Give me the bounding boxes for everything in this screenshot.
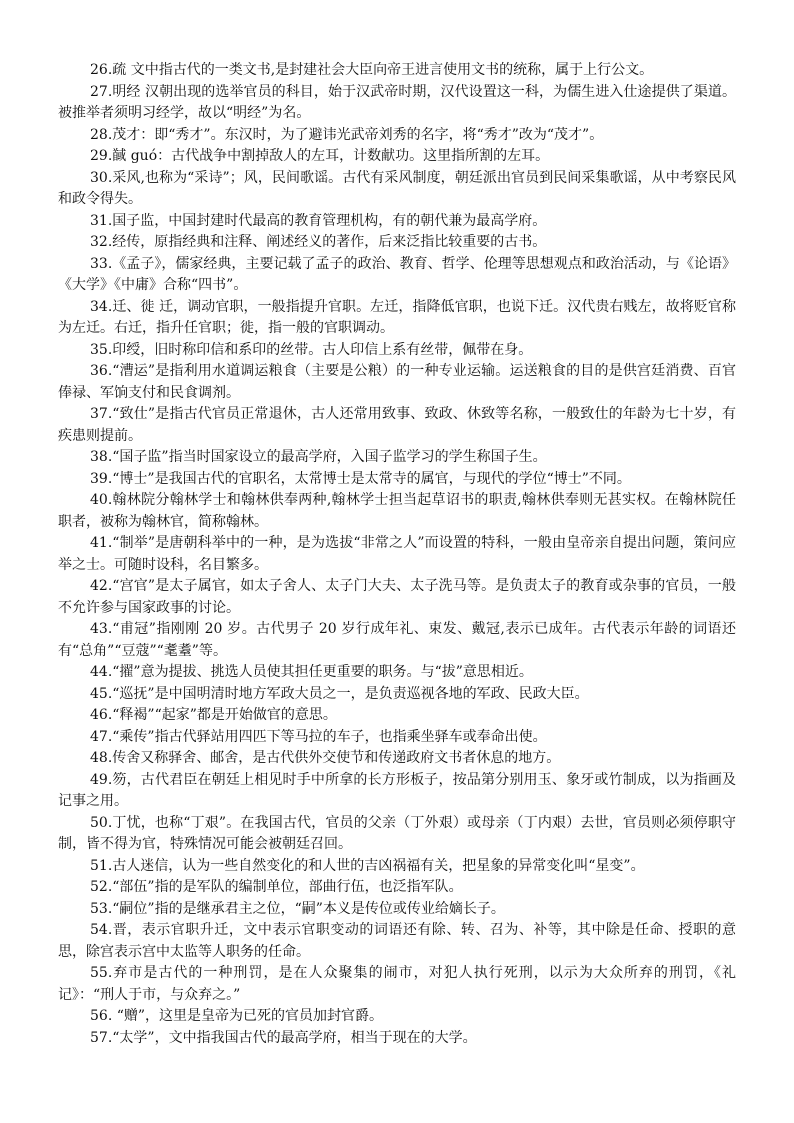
entry-55: 55.弃市是古代的一种刑罚，是在人众聚集的闹市，对犯人执行死刑，以示为大众所弃的刑罚，《礼记》：“刑人于市，与众弃之。” [58, 965, 736, 1003]
entry-46: 46.“释褐”“起家”都是开始做官的意思。 [90, 707, 337, 723]
entry-52: 52.“部伍”指的是军队的编制单位，部曲行伍，也泛指军队。 [90, 879, 463, 895]
entry-47: 47.“乘传”指古代驿站用四匹下等马拉的车子，也指乘坐驿车或奉命出使。 [90, 728, 547, 745]
entry-51: 51.古人迷信，认为一些自然变化的和人世的吉凶祸福有关，把星象的异常变化叫“星变”。 [90, 857, 645, 874]
entry-30: 30.采风,也称为“采诗”；风，民间歌谣。古代有采风制度，朝廷派出官员到民间采集歌谣，从中考察民风和政令得失。 [58, 169, 736, 207]
entry-31: 31.国子监，中国封建时代最高的教育管理机构，有的朝代兼为最高学府。 [90, 212, 547, 229]
entry-54: 54.晋，表示官职升迁，文中表示官职变动的词语还有除、转、召为、补等，其中除是任命、授职的意思，除宫表示宫中太监等人职务的任命。 [58, 922, 736, 960]
entry-56: 56. “赠”，这里是皇帝为已死的官员加封官爵。 [90, 1008, 384, 1024]
entry-41: 41.“制举”是唐朝科举中的一种，是为选拔“非常之人”而设置的特科，一般由皇帝亲自提出问题，策问应举之士。可随时设科，名目繁多。 [58, 535, 736, 573]
entry-26: 26.疏 文中指古代的一类文书,是封建社会大臣向帝王进言使用文书的统称，属于上行公文。 [90, 62, 654, 78]
entry-37: 37.“致仕”是指古代官员正常退休，古人还常用致事、致政、休致等名称，一般致仕的年龄为七十岁，有疾患则提前。 [58, 406, 736, 444]
entry-35: 35.印绶，旧时称印信和系印的丝带。古人印信上系有丝带，佩带在身。 [90, 341, 533, 358]
entry-42: 42.“宫官”是太子属官，如太子舍人、太子门大夫、太子洗马等。是负责太子的教育或杂事的官员，一般不允许参与国家政事的讨论。 [58, 578, 736, 616]
entry-34: 34.迁、徙 迁，调动官职，一般指提升官职。左迁，指降低官职，也说下迁。汉代贵右贱左，故将贬官称为左迁。右迁，指升任官职；徙，指一般的官职调动。 [58, 298, 736, 336]
entry-50: 50.丁忧，也称“丁艰”。在我国古代，官员的父亲（丁外艰）或母亲（丁内艰）去世，官员则必须停职守制，皆不得为官，特殊情况可能会被朝廷召回。 [58, 814, 736, 852]
entry-45: 45.“巡抚”是中国明清时地方军政大员之一，是负责巡视各地的军政、民政大臣。 [90, 685, 589, 702]
entry-43: 43.“甫冠”指刚刚 20 岁。古代男子 20 岁行成年礼、束发、戴冠,表示已成年。古代表示年龄的词语还有“总角”“豆蔻”“耄耋”等。 [58, 621, 736, 659]
entry-53: 53.“嗣位”指的是继承君主之位，“嗣”本义是传位或传业给嫡长子。 [90, 900, 505, 917]
entry-32: 32.经传，原指经典和注释、阐述经义的著作，后来泛指比较重要的古书。 [90, 234, 547, 250]
entry-49: 49.笏，古代君臣在朝廷上相见时手中所拿的长方形板子，按品第分别用玉、象牙或竹制成，以为指画及记事之用。 [58, 771, 736, 809]
entry-44: 44.“擢”意为提拔、挑选人员使其担任更重要的职务。与“拔”意思相近。 [90, 664, 533, 680]
entry-57: 57.“太学”，文中指我国古代的最高学府，相当于现在的大学。 [90, 1029, 477, 1046]
entry-27: 27.明经 汉朝出现的选举官员的科目，始于汉武帝时期，汉代设置这一科，为儒生进入仕途提供了渠道。被推举者须明习经学，故以“明经”为名。 [58, 83, 736, 121]
entry-48: 48.传舍又称驿舍、邮舍，是古代供外交使节和传递政府文书者休息的地方。 [90, 750, 561, 766]
entry-38: 38.“国子监”指当时国家设立的最高学府，入国子监学习的学生称国子生。 [90, 449, 547, 465]
entry-39: 39.“博士”是我国古代的官职名，太常博士是太常寺的属官，与现代的学位“博士”不同。 [90, 470, 631, 487]
entry-28: 28.茂才：即“秀才”。东汉时，为了避讳光武帝刘秀的名字，将“秀才”改为“茂才”。 [90, 126, 604, 143]
entry-33: 33.《孟子》，儒家经典，主要记载了孟子的政治、教育、哲学、伦理等思想观点和政治活动，与《论语》《大学》《中庸》合称“四书”。 [58, 255, 736, 293]
entry-40: 40.翰林院分翰林学士和翰林供奉两种,翰林学士担当起草诏书的职责,翰林供奉则无甚实权。在翰林院任职者，被称为翰林官，简称翰林。 [58, 492, 736, 530]
entry-36: 36.“漕运”是指利用水道调运粮食（主要是公粮）的一种专业运输。运送粮食的目的是供宫廷消费、百官俸禄、军饷支付和民食调剂。 [58, 363, 736, 401]
entry-29: 29.馘 guó：古代战争中割掉敌人的左耳，计数献功。这里指所割的左耳。 [90, 148, 550, 164]
